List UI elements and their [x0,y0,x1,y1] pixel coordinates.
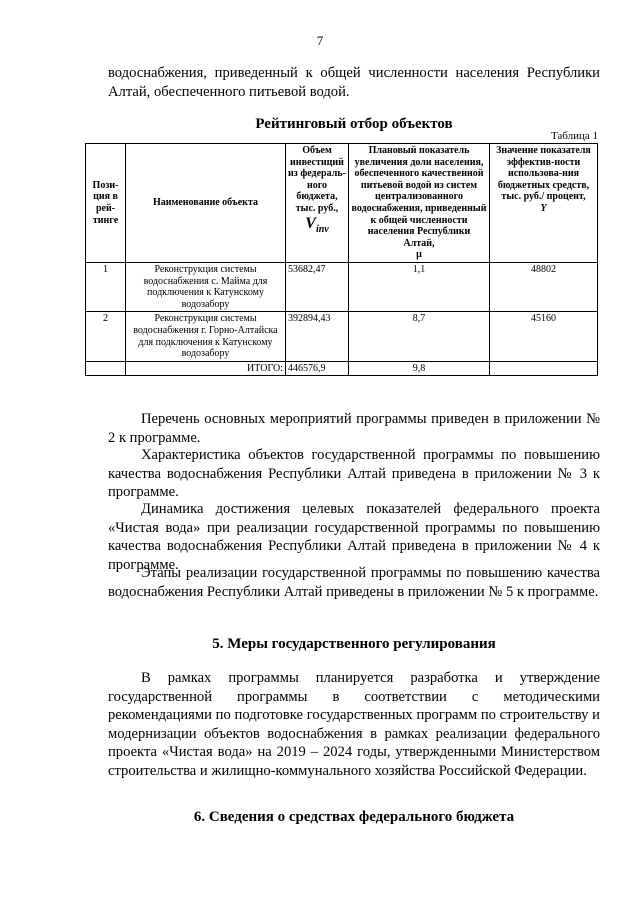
section-5-title: 5. Меры государственного регулирования [212,636,496,652]
investment-symbol-sub: inv [315,223,329,235]
row-indicator: 1,1 [349,262,490,311]
intro-paragraph: водоснабжения, приведенный к общей численности населения Республики Алтай, обеспеченного питьевой водой. [108,65,600,100]
table-row [86,312,598,361]
total-label: ИТОГО: [126,361,286,376]
table-row [86,262,598,311]
header-name: Наименование объекта [126,144,286,263]
rating-table [85,143,598,376]
header-investment [286,144,349,263]
paragraph-implementation-stages: Этапы реализации государственной программы по повышению качества водоснабжения Республики Алтай приведены в приложении № 5 к программе. [108,565,600,600]
row-position: 2 [86,312,126,361]
row-efficiency: 45160 [490,312,598,361]
indicator-symbol: μ [416,249,422,261]
paragraph-indicator-dynamics: Динамика достижения целевых показателей федерального проекта «Чистая вода» при реализации государственной программы по повышению качества водоснабжения Республики Алтай приведена в приложении № 4 к программе. [108,501,600,573]
row-name: Реконструкция системы водоснабжения г. Горно-Алтайска для подключения к Катунскому водозабору [126,312,286,361]
header-position: Пози-ция в рей-тинге [86,144,126,263]
row-investment: 53682,47 [286,262,349,311]
table-total-row [86,361,598,376]
table-label: Таблица 1 [550,130,598,142]
header-indicator-text: Плановый показатель увеличения доли населения, обеспеченного качественной питьевой водой из систем централизованного водоснабжения, приведенный к общей численности населения Республики Алтай, [351,145,487,249]
header-investment-text: Объем инвестиций из федераль-ного бюджета, тыс. руб., [288,145,346,214]
header-indicator [349,144,490,263]
row-efficiency: 48802 [490,262,598,311]
header-efficiency-text: Значение показателя эффектив-ности использова-ния бюджетных средств, тыс. руб./ процент, [496,145,591,203]
total-empty-cell [86,361,126,376]
efficiency-symbol: Y [540,202,547,214]
paragraph-regulation: В рамках программы планируется разработка и утверждение государственной программы в соответствии с методическими рекомендациями по подготовке государственных программ по строительству и модернизации объектов водоснабжения в рамках реализации федерального проекта «Чистая вода» на 2019 – 2024 годы, утвержденными Министерством строительства и жилищно-коммунального хозяйства Российской Федерации. [108,670,600,779]
table-header-row [86,144,598,263]
row-indicator: 8,7 [349,312,490,361]
page-number: 7 [316,33,324,48]
row-name: Реконструкция системы водоснабжения с. Майма для подключения к Катунскому водозабору [126,262,286,311]
row-investment: 392894,43 [286,312,349,361]
paragraph-program-events: Перечень основных мероприятий программы приведен в приложении № 2 к программе. [108,411,600,446]
total-indicator: 9,8 [349,361,490,376]
paragraph-objects-characteristics: Характеристика объектов государственной программы по повышению качества водоснабжения Республики Алтай приведена в приложении № 3 к программе. [108,447,600,500]
investment-symbol: $V_{inv}$ [305,214,329,235]
row-position: 1 [86,262,126,311]
table-title: Рейтинговый отбор объектов [255,116,453,132]
total-empty-efficiency [490,361,598,376]
section-6-title: 6. Сведения о средствах федерального бюджета [193,809,515,825]
total-investment: 446576,9 [286,361,349,376]
header-efficiency [490,144,598,263]
